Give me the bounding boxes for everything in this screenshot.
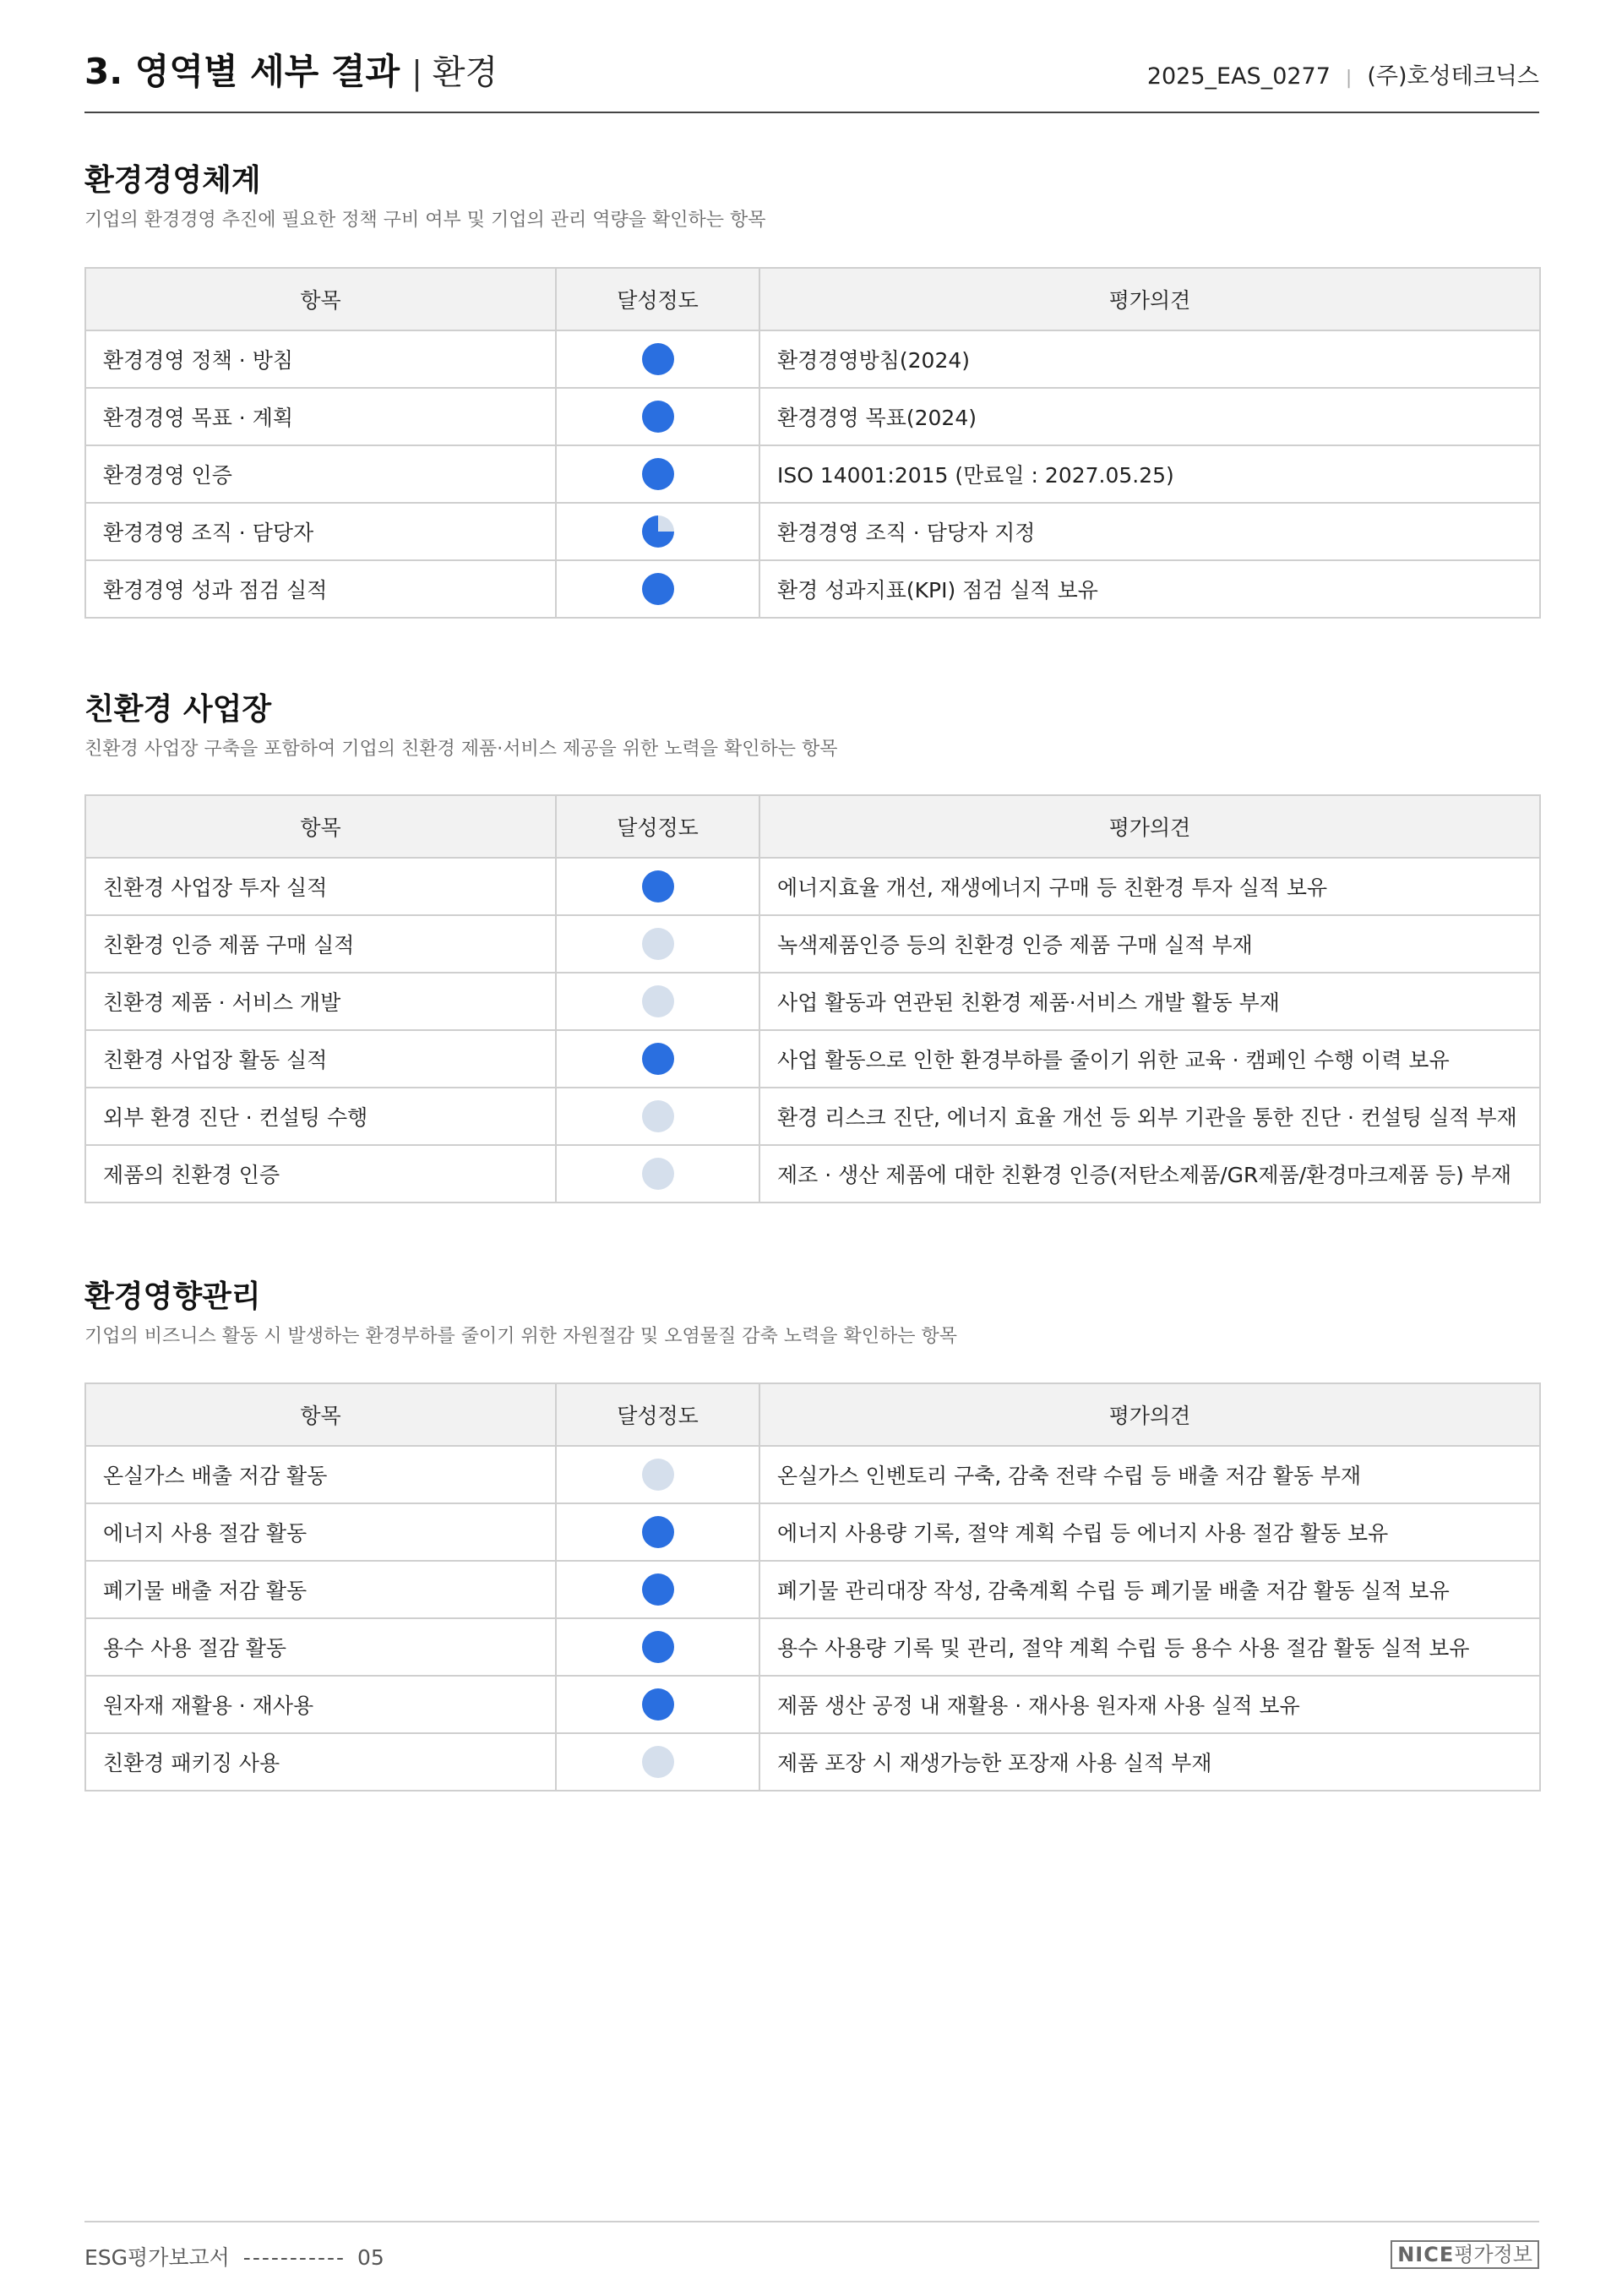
- table-row: [85, 1030, 1540, 1088]
- logo-text: 평가정보: [1454, 2243, 1532, 2266]
- item-name: 외부 환경 진단 · 컨설팅 수행: [85, 1088, 556, 1145]
- title-separator: |: [411, 54, 422, 91]
- evaluation-opinion: 환경경영 조직 · 담당자 지정: [759, 503, 1540, 560]
- section-title: 환경영향관리: [84, 1279, 261, 1314]
- page-number: 05: [357, 2245, 384, 2270]
- header-meta: [1147, 57, 1539, 90]
- empty-circle-icon: [642, 985, 674, 1017]
- header-item: 항목: [85, 1383, 556, 1446]
- full-circle-icon: [642, 1573, 674, 1606]
- evaluation-opinion: 제조 · 생산 제품에 대한 친환경 인증(저탄소제품/GR제품/환경마크제품 등) 부재: [759, 1145, 1540, 1203]
- evaluation-opinion: 폐기물 관리대장 작성, 감축계획 수립 등 폐기물 배출 저감 활동 실적 보유: [759, 1561, 1540, 1618]
- table-row: [85, 1618, 1540, 1676]
- item-name: 에너지 사용 절감 활동: [85, 1503, 556, 1561]
- header-level: 달성정도: [556, 1383, 759, 1446]
- footer-divider: [84, 2221, 1539, 2222]
- achievement-cell: [556, 330, 759, 388]
- evaluation-opinion: 환경경영 목표(2024): [759, 388, 1540, 445]
- achievement-cell: [556, 858, 759, 915]
- evaluation-opinion: 에너지 사용량 기록, 절약 계획 수립 등 에너지 사용 절감 활동 보유: [759, 1503, 1540, 1561]
- header-opinion: 평가의견: [759, 795, 1540, 858]
- item-name: 친환경 사업장 활동 실적: [85, 1030, 556, 1088]
- table-row: [85, 858, 1540, 915]
- table-row: [85, 503, 1540, 560]
- section-title: 친환경 사업장: [84, 692, 272, 727]
- footer: [84, 2241, 384, 2271]
- item-name: 환경경영 성과 점검 실적: [85, 560, 556, 618]
- table-row: [85, 445, 1540, 503]
- item-name: 친환경 사업장 투자 실적: [85, 858, 556, 915]
- evaluation-opinion: 사업 활동으로 인한 환경부하를 줄이기 위한 교육 · 캠페인 수행 이력 보유: [759, 1030, 1540, 1088]
- evaluation-opinion: 에너지효율 개선, 재생에너지 구매 등 친환경 투자 실적 보유: [759, 858, 1540, 915]
- item-name: 용수 사용 절감 활동: [85, 1618, 556, 1676]
- section-title: 환경경영체계: [84, 163, 261, 198]
- evaluation-opinion: 제품 포장 시 재생가능한 포장재 사용 실적 부재: [759, 1733, 1540, 1791]
- table-row: [85, 1733, 1540, 1791]
- item-name: 원자재 재활용 · 재사용: [85, 1676, 556, 1733]
- achievement-cell: [556, 1145, 759, 1203]
- full-circle-icon: [642, 343, 674, 375]
- table-row: [85, 915, 1540, 973]
- achievement-cell: [556, 1618, 759, 1676]
- evaluation-opinion: 제품 생산 공정 내 재활용 · 재사용 원자재 사용 실적 보유: [759, 1676, 1540, 1733]
- full-circle-icon: [642, 573, 674, 605]
- table-env-management: [84, 267, 1541, 619]
- table-row: [85, 1145, 1540, 1203]
- header-opinion: 평가의견: [759, 1383, 1540, 1446]
- full-circle-icon: [642, 401, 674, 433]
- achievement-cell: [556, 445, 759, 503]
- header-level: 달성정도: [556, 268, 759, 330]
- achievement-cell: [556, 503, 759, 560]
- page-header: [84, 34, 1539, 113]
- section-env-management: [84, 161, 1539, 233]
- table-row: [85, 1676, 1540, 1733]
- achievement-cell: [556, 560, 759, 618]
- empty-circle-icon: [642, 928, 674, 960]
- evaluation-opinion: 온실가스 인벤토리 구축, 감축 전략 수립 등 배출 저감 활동 부재: [759, 1446, 1540, 1503]
- achievement-cell: [556, 1676, 759, 1733]
- evaluation-opinion: 환경경영방침(2024): [759, 330, 1540, 388]
- achievement-cell: [556, 1446, 759, 1503]
- table-row: [85, 1446, 1540, 1503]
- achievement-cell: [556, 1030, 759, 1088]
- table-row: [85, 560, 1540, 618]
- achievement-cell: [556, 915, 759, 973]
- item-name: 환경경영 조직 · 담당자: [85, 503, 556, 560]
- empty-circle-icon: [642, 1100, 674, 1132]
- achievement-cell: [556, 388, 759, 445]
- meta-separator: |: [1345, 68, 1353, 89]
- evaluation-opinion: 사업 활동과 연관된 친환경 제품·서비스 개발 활동 부재: [759, 973, 1540, 1030]
- page-title-main: 3. 영역별 세부 결과: [84, 51, 400, 92]
- full-circle-icon: [642, 1043, 674, 1075]
- achievement-cell: [556, 1561, 759, 1618]
- table-row: [85, 1503, 1540, 1561]
- page-title: [84, 44, 498, 95]
- item-name: 환경경영 정책 · 방침: [85, 330, 556, 388]
- table-header-row: [85, 795, 1540, 858]
- achievement-cell: [556, 973, 759, 1030]
- full-circle-icon: [642, 458, 674, 490]
- item-name: 친환경 패키징 사용: [85, 1733, 556, 1791]
- item-name: 환경경영 인증: [85, 445, 556, 503]
- table-row: [85, 388, 1540, 445]
- item-name: 환경경영 목표 · 계획: [85, 388, 556, 445]
- table-header-row: [85, 1383, 1540, 1446]
- empty-circle-icon: [642, 1158, 674, 1190]
- evaluation-opinion: 녹색제품인증 등의 친환경 인증 제품 구매 실적 부재: [759, 915, 1540, 973]
- table-header-row: [85, 268, 1540, 330]
- full-circle-icon: [642, 1631, 674, 1663]
- header-level: 달성정도: [556, 795, 759, 858]
- evaluation-opinion: 용수 사용량 기록 및 관리, 절약 계획 수립 등 용수 사용 절감 활동 실적 보유: [759, 1618, 1540, 1676]
- empty-circle-icon: [642, 1746, 674, 1778]
- full-circle-icon: [642, 870, 674, 903]
- item-name: 폐기물 배출 저감 활동: [85, 1561, 556, 1618]
- item-name: 제품의 친환경 인증: [85, 1145, 556, 1203]
- evaluation-opinion: ISO 14001:2015 (만료일 : 2027.05.25): [759, 445, 1540, 503]
- achievement-cell: [556, 1733, 759, 1791]
- item-name: 온실가스 배출 저감 활동: [85, 1446, 556, 1503]
- footer-doc-name: ESG평가보고서: [84, 2245, 230, 2270]
- three-quarter-circle-icon: [642, 515, 674, 548]
- full-circle-icon: [642, 1516, 674, 1548]
- table-row: [85, 330, 1540, 388]
- achievement-cell: [556, 1088, 759, 1145]
- logo-nice: NICE: [1397, 2243, 1455, 2266]
- achievement-cell: [556, 1503, 759, 1561]
- empty-circle-icon: [642, 1459, 674, 1491]
- item-name: 친환경 제품 · 서비스 개발: [85, 973, 556, 1030]
- section-env-impact: [84, 1277, 1539, 1350]
- header-item: 항목: [85, 795, 556, 858]
- evaluation-opinion: 환경 성과지표(KPI) 점검 실적 보유: [759, 560, 1540, 618]
- section-description: 친환경 사업장 구축을 포함하여 기업의 친환경 제품·서비스 제공을 위한 노력을 확인하는 항목: [84, 739, 838, 760]
- section-description: 기업의 비즈니스 활동 시 발생하는 환경부하를 줄이기 위한 자원절감 및 오염물질 감축 노력을 확인하는 항목: [84, 1326, 957, 1347]
- table-env-impact: [84, 1383, 1541, 1792]
- item-name: 친환경 인증 제품 구매 실적: [85, 915, 556, 973]
- table-row: [85, 1088, 1540, 1145]
- section-eco-workplace: [84, 690, 1539, 762]
- evaluation-opinion: 환경 리스크 진단, 에너지 효율 개선 등 외부 기관을 통한 진단 · 컨설팅 실적 부재: [759, 1088, 1540, 1145]
- report-id: 2025_EAS_0277: [1146, 63, 1331, 90]
- footer-dashes: -----------: [242, 2245, 346, 2270]
- table-eco-workplace: [84, 794, 1541, 1203]
- full-circle-icon: [642, 1688, 674, 1721]
- table-row: [85, 973, 1540, 1030]
- section-description: 기업의 환경경영 추진에 필요한 정책 구비 여부 및 기업의 관리 역량을 확인하는 항목: [84, 210, 766, 231]
- nice-logo: [1391, 2240, 1539, 2269]
- page-subtitle: 환경: [432, 53, 498, 92]
- header-opinion: 평가의견: [759, 268, 1540, 330]
- header-item: 항목: [85, 268, 556, 330]
- table-row: [85, 1561, 1540, 1618]
- company-name: (주)호성테크닉스: [1367, 63, 1539, 90]
